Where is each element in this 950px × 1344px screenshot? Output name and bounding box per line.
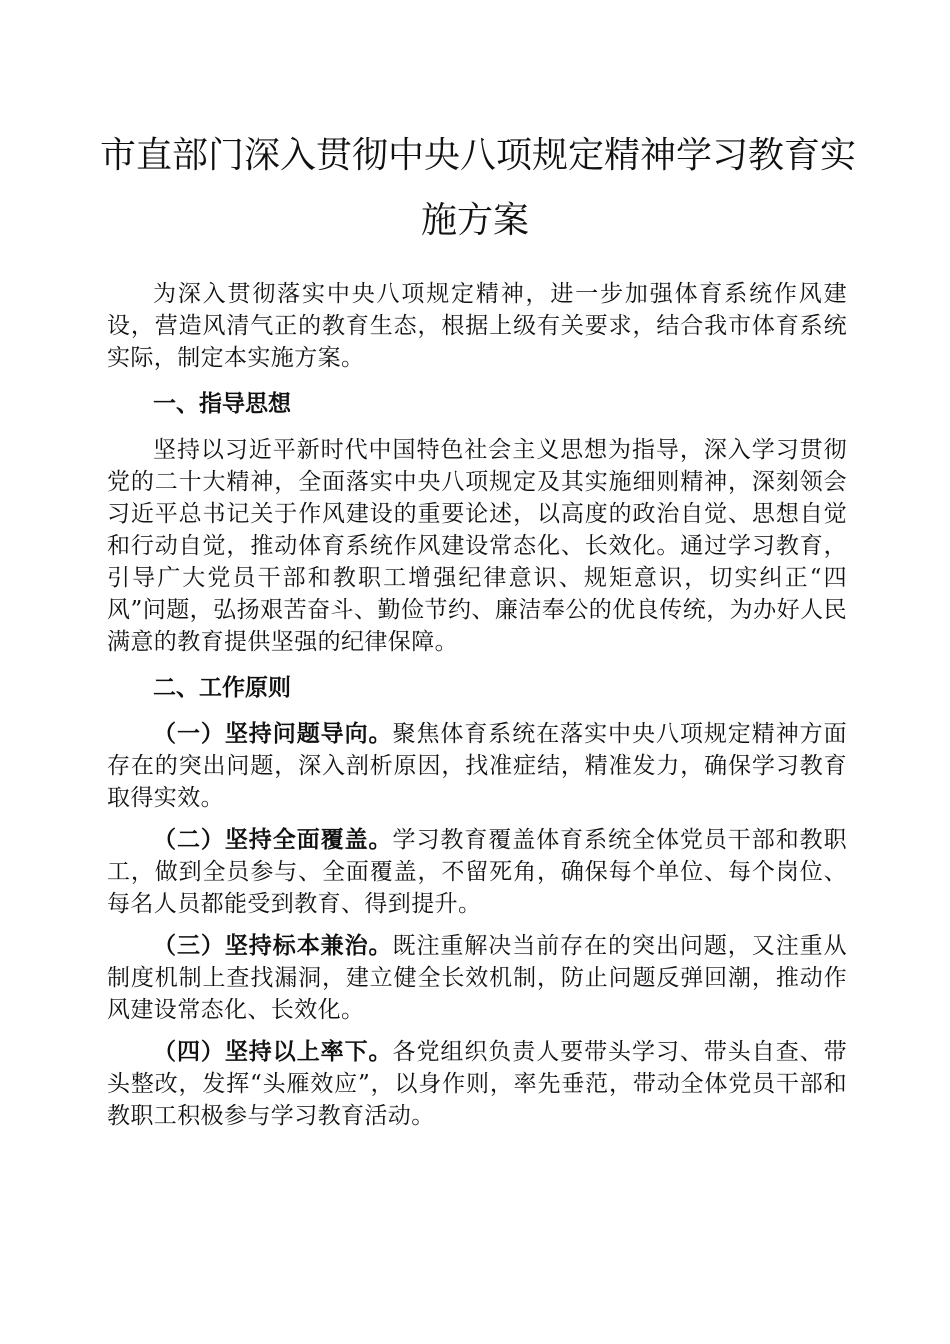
principle-paragraph [107,930,847,1026]
document-body [107,278,847,1132]
principle-text: 学习教育覆盖体育系统全体党员干部和教职工，做到全员参与、全面覆盖，不留死角，确保每个单位、每个岗位、每名人员都能受到教育、得到提升。 [107,827,847,917]
guiding-ideology-paragraph: 坚持以习近平新时代中国特色社会主义思想为指导，深入学习贯彻党的二十大精神，全面落实中央八项规定及其实施细则精神，深刻领会习近平总书记关于作风建设的重要论述，以高度的政治自觉、思想自觉和行动自觉，推动体育系统作风建设常态化、长效化。通过学习教育，引导广大党员干部和教职工增强纪律意识、规矩意识，切实纠正“四风”问题，弘扬艰苦奋斗、勤俭节约、廉洁奉公的优良传统，为办好人民满意的教育提供坚强的纪律保障。 [107,437,847,655]
principle-lead: （四）坚持以上率下。 [153,1039,393,1065]
intro-paragraph: 为深入贯彻落实中央八项规定精神，进一步加强体育系统作风建设，营造风清气正的教育生态，根据上级有关要求，结合我市体育系统实际，制定本实施方案。 [107,281,847,371]
section-heading-work-principles: 二、工作原则 [153,675,291,701]
principle-text: 既注重解决当前存在的突出问题，又注重从制度机制上查找漏洞，建立健全长效机制，防止问题反弹回潮，推动作风建设常态化、长效化。 [107,933,847,1023]
principle-paragraph [107,718,847,814]
principle-paragraph [107,1036,847,1132]
section-heading-guiding-ideology: 一、指导思想 [153,391,291,417]
document-title-line1: 市直部门深入贯彻中央八项规定精神学习教育实 [100,135,857,176]
principle-lead: （二）坚持全面覆盖。 [153,827,393,853]
principle-lead: （一）坚持问题导向。 [153,721,393,747]
principle-paragraph [107,824,847,920]
principle-text: 聚焦体育系统在落实中央八项规定精神方面存在的突出问题，深入剖析原因，找准症结，精准发力，确保学习教育取得实效。 [107,721,847,811]
document-title-line2: 施方案 [420,200,529,241]
principle-text: 各党组织负责人要带头学习、带头自查、带头整改，发挥“头雁效应”，以身作则，率先垂范，带动全体党员干部和教职工积极参与学习教育活动。 [107,1039,847,1129]
principle-lead: （三）坚持标本兼治。 [153,933,393,959]
